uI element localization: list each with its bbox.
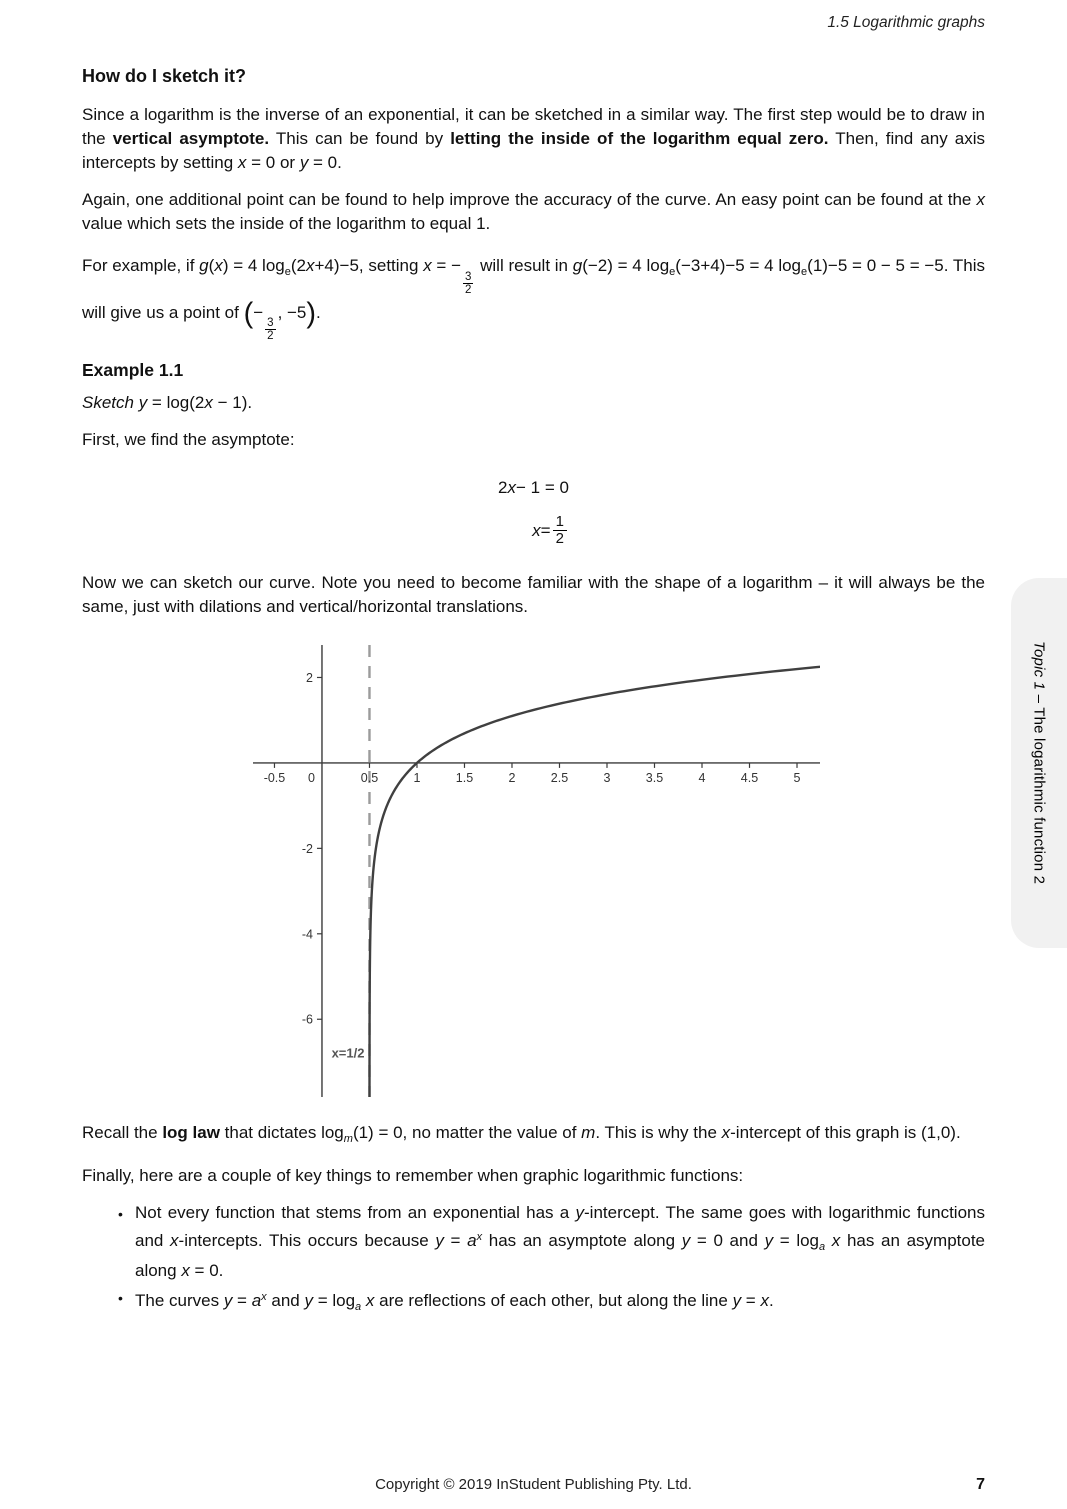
svg-text:-4: -4 [301,927,313,942]
svg-text:-6: -6 [301,1012,313,1027]
side-tab-title: – The logarithmic function 2 [1030,690,1048,885]
side-tab-label [1031,641,1048,884]
svg-text:3: 3 [603,770,611,785]
list-item [118,1201,985,1283]
svg-text:2: 2 [306,670,313,685]
svg-text:x=1/2: x=1/2 [331,1045,365,1061]
svg-text:4.5: 4.5 [740,770,759,785]
page-footer [0,1476,1067,1500]
para-sketch-method: Since a logarithm is the inverse of an exponential, it can be sketched in a similar way. The first step would be to draw in the vertical asymptote. This can be found by letting the inside of the logarithm equal zero. Then, find any axis intercepts by setting x = 0 or y = 0. [82,105,986,172]
svg-text:4: 4 [698,770,706,785]
bullet-text: The curves $y = a^x$ and $y = \log_a x$ are reflections of each other, but along the line y = x. [135,1290,774,1313]
svg-text:0.5: 0.5 [360,770,379,785]
example-heading: Example 1.1 [82,360,184,381]
running-header: 1.5 Logarithmic graphs [827,14,985,31]
bullet-text: Not every function that stems from an exponential has a y-intercept. The same goes with logarithmic functions and x-intercepts. This occurs because $y = a^x$ has an asymptote along y = 0 and $y = \log_a x$ has an asymptote along x = 0. [135,1202,986,1280]
para-finally: Finally, here are a couple of key things to remember when graphic logarithmic functions: [82,1165,744,1185]
log-graph-figure [253,645,820,1097]
svg-text:2.5: 2.5 [550,770,569,785]
para-worked-example: For example, if g(x) = 4 $\log_e(2x+4)-5$, setting x = − $\frac{3}{2}$ will result in g(−2) = 4 $\log_e(-3+4)-5 = 4$ $\log_e(1)-5 = 0 - 5 = -5$. This will give us a point of (− $\frac{3}{2}$ , −5). [82,256,986,343]
svg-text:0: 0 [308,770,315,785]
svg-text:2: 2 [508,770,516,785]
bullet-icon: • [118,1205,123,1222]
example-problem-statement: Sketch y = log(2x − 1). [82,393,253,413]
key-points-list [118,1201,985,1319]
section-heading: How do I sketch it? [82,66,247,86]
list-item [118,1285,985,1319]
para-find-asymptote: First, we find the asymptote: [82,430,295,450]
page-number: 7 [976,1476,985,1493]
svg-text:3.5: 3.5 [645,770,664,785]
equation-1: 2 x − 1 = 0 [498,478,569,498]
para-log-law: Recall the log law that dictates $\log_m(1) = 0$, no matter the value of m. This is why the x-intercept of this graph is (1,0). [82,1122,961,1145]
topic-side-tab [1011,578,1067,948]
svg-text:1: 1 [413,770,421,785]
svg-text:-2: -2 [301,841,313,856]
copyright-text: Copyright © 2019 InStudent Publishing Pty. Ltd. [375,1476,692,1493]
equation-2: x = $\frac{1}{2}$ [532,514,569,547]
equation-block [498,478,569,547]
para-sketch-curve: Now we can sketch our curve. Note you need to become familiar with the shape of a logarithm – it will always be the same, just with dilations and vertical/horizontal translations. [82,572,985,616]
para-additional-point: Again, one additional point can be found to help improve the accuracy of the curve. An easy point can be found at the x value which sets the inside of the logarithm to equal 1. [82,190,985,233]
svg-text:1.5: 1.5 [455,770,474,785]
svg-text:-0.5: -0.5 [263,770,286,785]
bullet-icon: • [118,1289,123,1306]
side-tab-topic: Topic 1 [1030,641,1048,691]
log-graph-svg [253,645,820,1097]
svg-text:5: 5 [793,770,801,785]
